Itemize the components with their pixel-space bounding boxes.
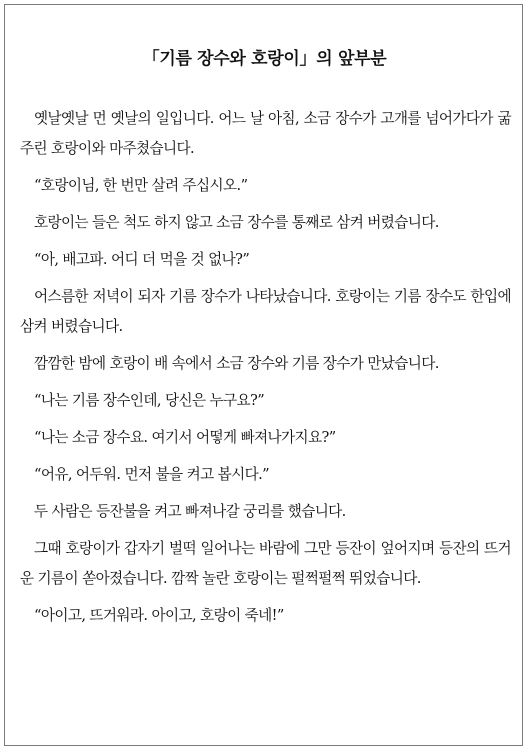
- paragraph: 어스름한 저녁이 되자 기름 장수가 나타났습니다. 호랑이는 기름 장수도 한입에 삼켜 버렸습니다.: [20, 288, 511, 335]
- dialogue-line: “아이고, 뜨거워라. 아이고, 호랑이 죽네!”: [34, 607, 284, 625]
- dialogue-line: “나는 기름 장수인데, 당신은 누구요?”: [34, 391, 265, 409]
- paragraph: 옛날옛날 먼 옛날의 일입니다. 어느 날 아침, 소금 장수가 고개를 넘어가다가 굶주린 호랑이와 마주쳤습니다.: [20, 110, 511, 157]
- dialogue-line: “나는 소금 장수요. 여기서 어떻게 빠져나가지요?”: [34, 429, 336, 447]
- paragraph: 깜깜한 밤에 호랑이 배 속에서 소금 장수와 기름 장수가 만났습니다.: [34, 354, 439, 372]
- paragraph: 두 사람은 등잔불을 켜고 빠져나갈 궁리를 했습니다.: [34, 503, 346, 521]
- document-title: 「기름 장수와 호랑이」의 앞부분: [142, 49, 387, 69]
- paragraph: 호랑이는 들은 척도 하지 않고 소금 장수를 통째로 삼켜 버렸습니다.: [34, 213, 439, 231]
- dialogue-line: “어유, 어두워. 먼저 불을 켜고 봅시다.”: [34, 466, 270, 484]
- story-text: [20, 104, 511, 638]
- dialogue-line: “호랑이님, 한 번만 살려 주십시오.”: [34, 176, 248, 194]
- paragraph: 그때 호랑이가 갑자기 벌떡 일어나는 바람에 그만 등잔이 엎어지며 등잔의 뜨거운 기름이 쏟아졌습니다. 깜짝 놀란 호랑이는 펄쩍펄쩍 뛰었습니다.: [20, 540, 511, 588]
- dialogue-line: “아, 배고파. 어디 더 먹을 것 없나?”: [34, 250, 250, 268]
